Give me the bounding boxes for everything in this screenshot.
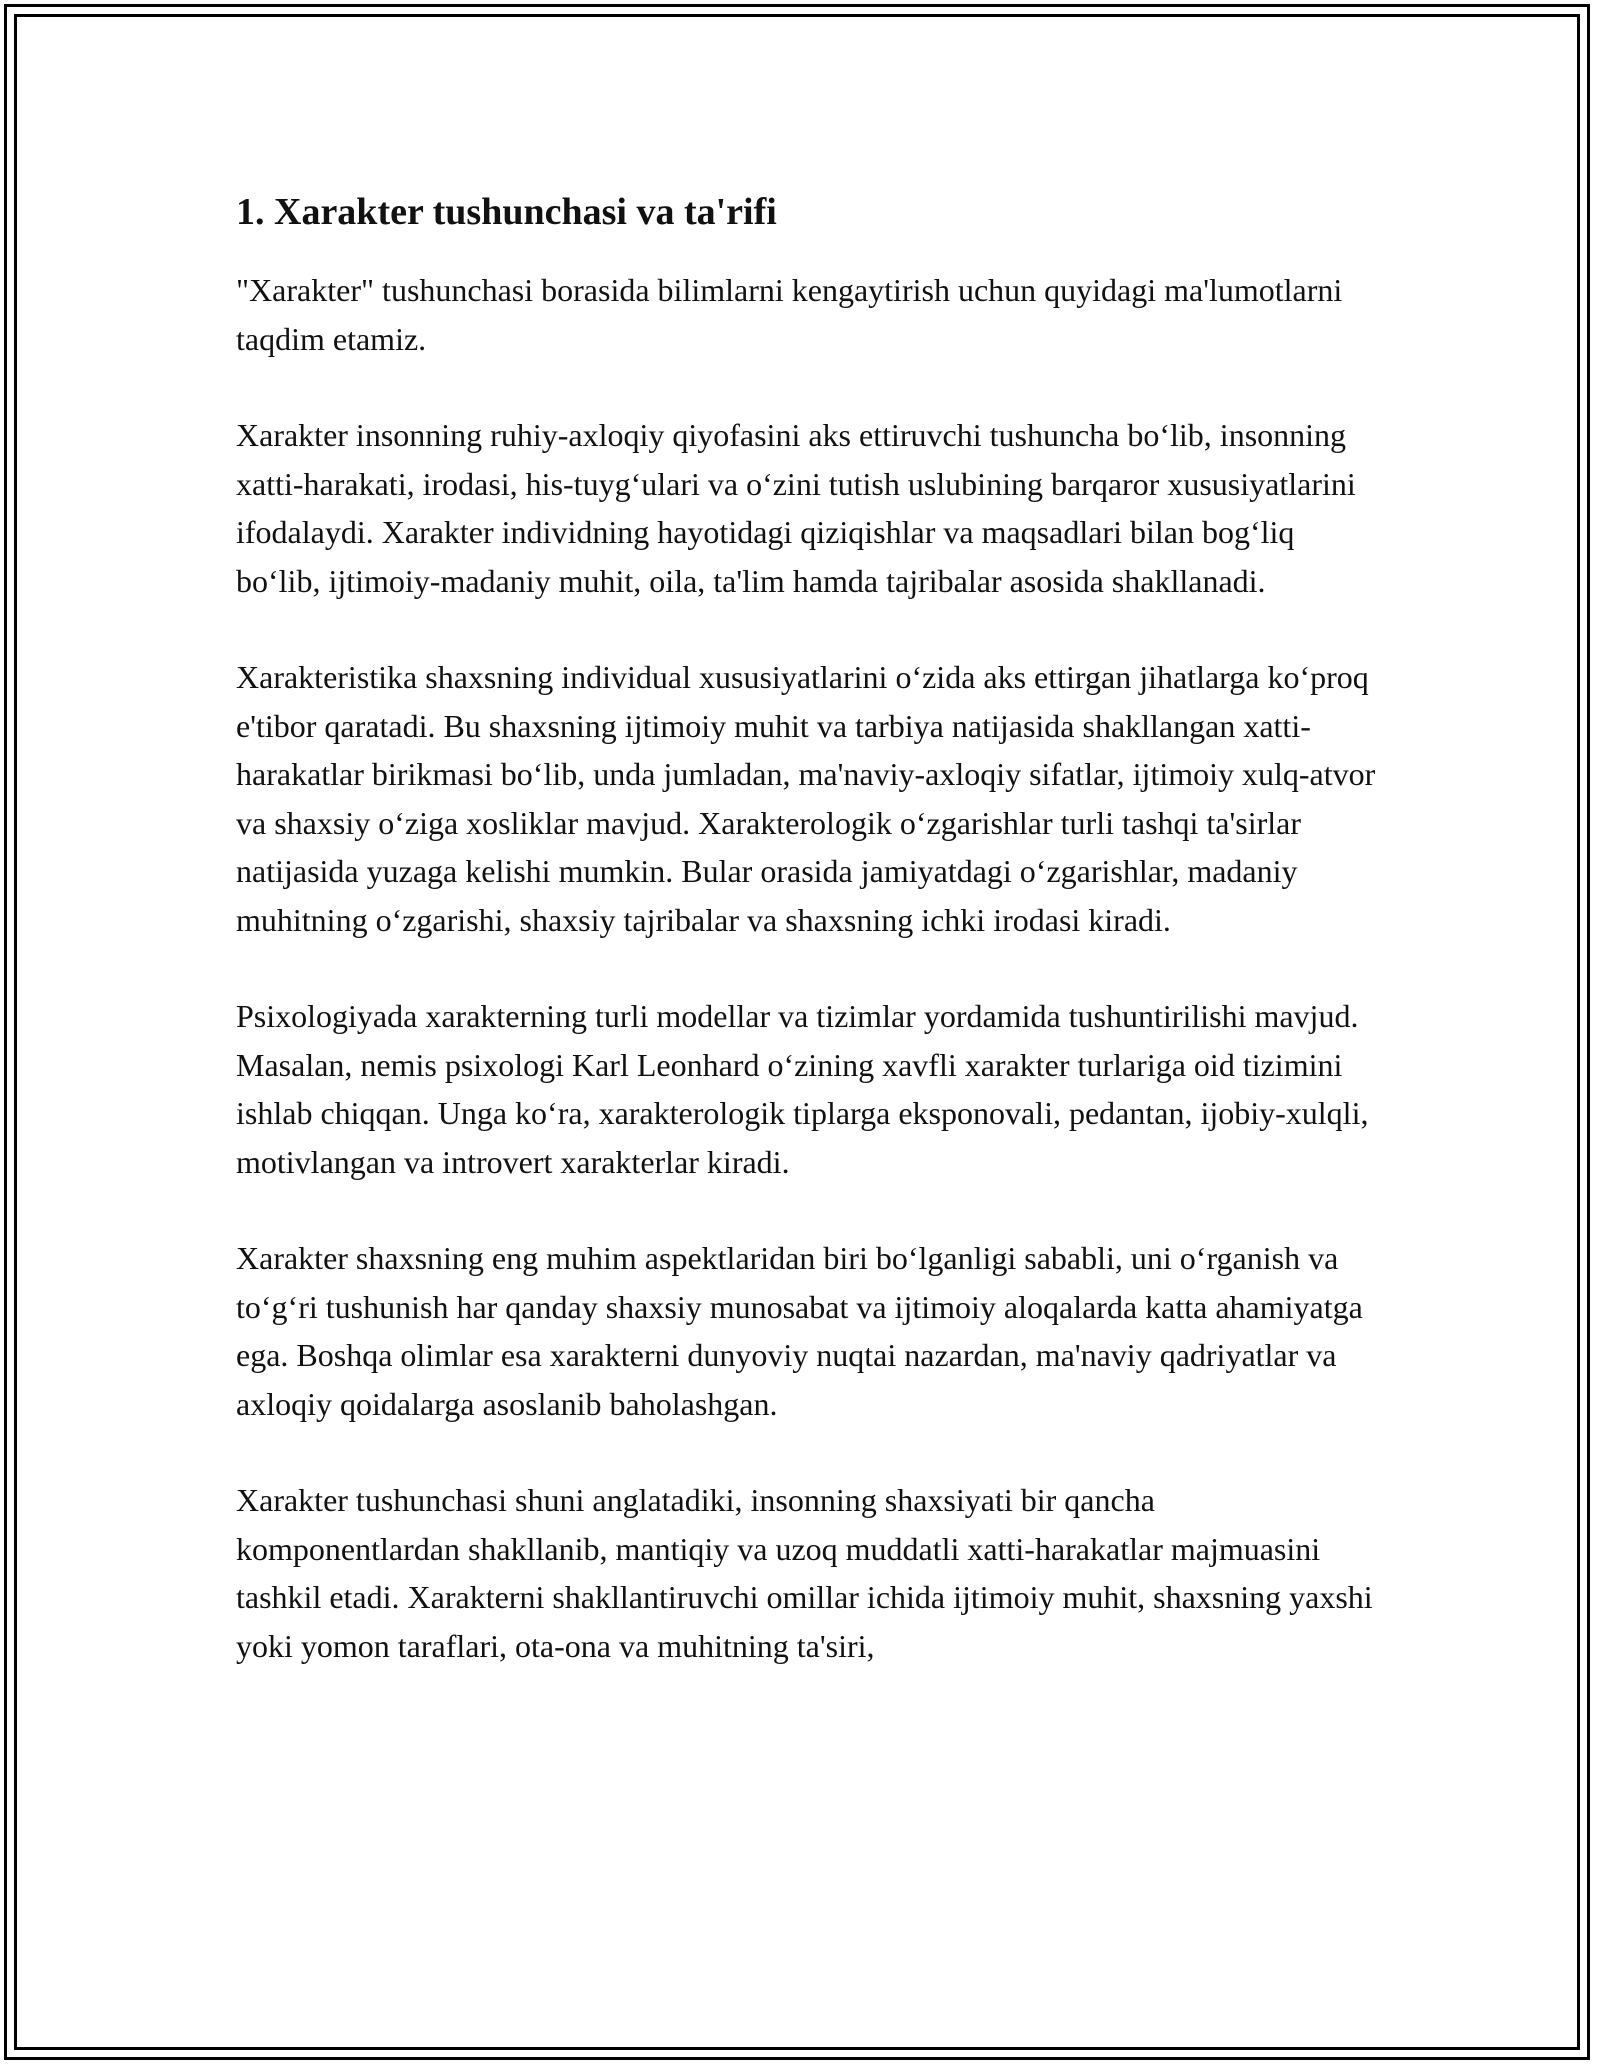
paragraph-definition: Xarakter insonning ruhiy-axloqiy qiyofasini aks ettiruvchi tushuncha bo‘lib, insonning xatti-harakati, irodasi, his-tuyg‘ulari va o‘zini tutish uslubining barqaror xususiyatlarini ifodalaydi. Xarakter individning hayotidagi qiziqishlar va maqsadlari bilan bog‘liq bo‘lib, ijtimoiy-madaniy muhit, oila, ta'lim hamda tajribalar asosida shakllanadi. bbox=[236, 417, 1356, 599]
paragraph-psychology-models: Psixologiyada xarakterning turli modellar va tizimlar yordamida tushuntirilishi mavjud. Masalan, nemis psixologi Karl Leonhard o‘zining xavfli xarakter turlariga oid tizimini ishlab chiqqan. Unga ko‘ra, xarakterologik tiplarga eksponovali, pedantan, ijobiy-xulqli, motivlangan va introvert xarakterlar kiradi. bbox=[236, 998, 1369, 1180]
paragraph-importance: Xarakter shaxsning eng muhim aspektlaridan biri bo‘lganligi sababli, uni o‘rganish va to‘g‘ri tushunish har qanday shaxsiy munosabat va ijtimoiy aloqalarda katta ahamiyatga ega. Boshqa olimlar esa xarakterni dunyoviy nuqtai nazardan, ma'naviy qadriyatlar va axloqiy qoidalarga asoslanib baholashgan. bbox=[236, 1240, 1363, 1422]
paragraph-characteristics: Xarakteristika shaxsning individual xususiyatlarini o‘zida aks ettirgan jihatlarga ko‘proq e'tibor qaratadi. Bu shaxsning ijtimoiy muhit va tarbiya natijasida shakllangan xatti-harakatlar birikmasi bo‘lib, unda jumladan, ma'naviy-axloqiy sifatlar, ijtimoiy xulq-atvor va shaxsiy o‘ziga xosliklar mavjud. Xarakterologik o‘zgarishlar turli tashqi ta'sirlar natijasida yuzaga kelishi mumkin. Bular orasida jamiyatdagi o‘zgarishlar, madaniy muhitning o‘zgarishi, shaxsiy tajribalar va shaxsning ichki irodasi kiradi. bbox=[236, 659, 1376, 938]
section-heading: 1. Xarakter tushunchasi va ta'rifi bbox=[236, 191, 777, 233]
document-body bbox=[236, 186, 1376, 1718]
paragraph-components: Xarakter tushunchasi shuni anglatadiki, insonning shaxsiyati bir qancha komponentlardan shakllanib, mantiqiy va uzoq muddatli xatti-harakatlar majmuasini tashkil etadi. Xarakterni shakllantiruvchi omillar ichida ijtimoiy muhit, shaxsning yaxshi yoki yomon taraflari, ota-ona va muhitning ta'siri, bbox=[236, 1482, 1373, 1664]
paragraph-intro: "Xarakter" tushunchasi borasida bilimlarni kengaytirish uchun quyidagi ma'lumotlarni taqdim etamiz. bbox=[236, 272, 1343, 357]
